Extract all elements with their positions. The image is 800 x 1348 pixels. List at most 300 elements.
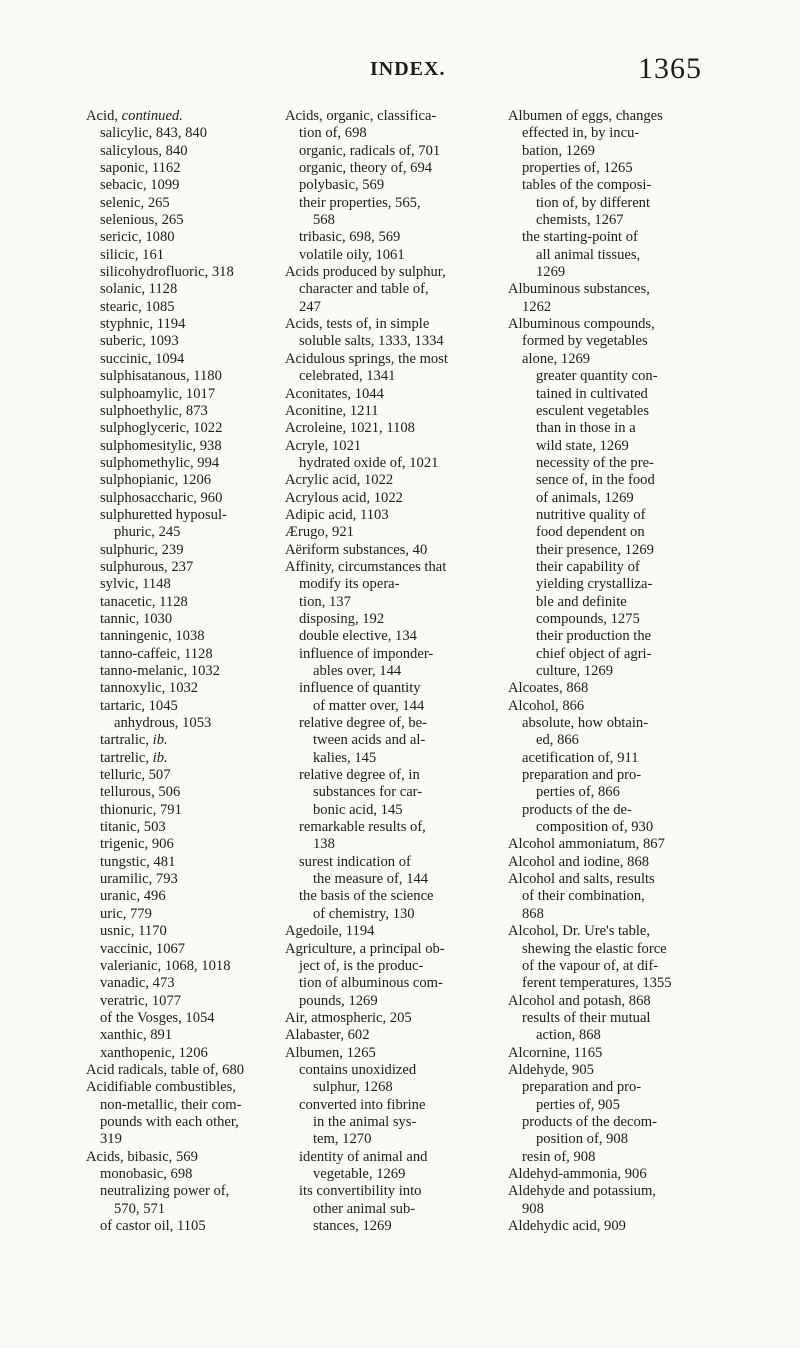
index-entry <box>86 351 286 368</box>
index-entry-text: Aldehyde, 905 <box>508 1061 594 1078</box>
index-entry <box>508 698 720 715</box>
index-entry <box>285 559 490 576</box>
index-entry-text: 908 <box>522 1200 544 1217</box>
index-entry-text: Acidifiable combustibles, <box>86 1079 236 1096</box>
index-entry <box>86 264 286 281</box>
index-entry <box>508 888 720 905</box>
index-entry <box>86 993 286 1010</box>
index-entry-text: tables of the composi- <box>522 177 652 194</box>
index-entry <box>285 247 490 264</box>
index-entry <box>508 663 720 680</box>
index-entry <box>86 212 286 229</box>
index-entry <box>508 576 720 593</box>
index-entry <box>86 923 286 940</box>
index-entry <box>86 368 286 385</box>
index-entry-text: stearic, 1085 <box>100 298 175 315</box>
index-entry <box>86 906 286 923</box>
index-entry <box>86 1114 286 1131</box>
index-entry <box>86 333 286 350</box>
index-entry <box>86 680 286 697</box>
index-entry-text: bonic acid, 145 <box>313 801 403 818</box>
index-entry-text: 1269 <box>536 264 566 281</box>
index-entry-text: volatile oily, 1061 <box>299 246 405 263</box>
index-entry <box>86 628 286 645</box>
index-entry-text: Acid, <box>86 108 122 124</box>
index-entry <box>86 160 286 177</box>
index-entry-text: relative degree of, be- <box>299 715 428 732</box>
index-entry-text: contains unoxidized <box>299 1061 417 1078</box>
index-entry-text: 319 <box>100 1131 122 1148</box>
index-entry <box>285 750 490 767</box>
index-entry-text: stances, 1269 <box>313 1218 392 1234</box>
index-entry <box>508 1218 720 1235</box>
index-entry <box>508 1097 720 1114</box>
index-entry-text: compounds, 1275 <box>536 610 640 627</box>
index-entry <box>285 1166 490 1183</box>
index-entry <box>285 125 490 142</box>
index-entry <box>86 1045 286 1062</box>
index-entry <box>508 403 720 420</box>
index-entry <box>285 507 490 524</box>
index-entry-text: shewing the elastic force <box>522 940 667 957</box>
index-entry <box>285 316 490 333</box>
index-entry-text: products of the de- <box>522 801 632 818</box>
index-entry-text: character and table of, <box>299 281 429 298</box>
index-entry <box>86 576 286 593</box>
index-entry-text: neutralizing power of, <box>100 1183 230 1200</box>
index-entry-text: absolute, how obtain- <box>522 715 649 732</box>
index-entry <box>508 750 720 767</box>
index-entry <box>86 802 286 819</box>
index-entry <box>285 594 490 611</box>
index-entry <box>86 524 286 541</box>
index-entry-text: bation, 1269 <box>522 142 595 159</box>
index-entry <box>285 455 490 472</box>
index-entry <box>508 993 720 1010</box>
index-entry <box>508 472 720 489</box>
index-entry-text: Acids, bibasic, 569 <box>86 1148 198 1165</box>
index-entry <box>86 316 286 333</box>
index-entry <box>285 1201 490 1218</box>
index-entry <box>285 1131 490 1148</box>
index-entry <box>86 438 286 455</box>
index-entry-text: 247 <box>299 298 321 315</box>
index-entry-text: their production the <box>536 628 652 645</box>
index-entry <box>285 663 490 680</box>
index-entry <box>508 264 720 281</box>
index-entry <box>285 472 490 489</box>
index-entry <box>285 819 490 836</box>
index-entry-text: alone, 1269 <box>522 350 591 367</box>
index-entry <box>285 871 490 888</box>
index-entry-text: culture, 1269 <box>536 663 614 679</box>
index-entry <box>86 1166 286 1183</box>
index-entry-text: formed by vegetables <box>522 333 648 350</box>
index-entry-text: Alcohol, 866 <box>508 697 585 714</box>
index-entry-text: tained in cultivated <box>536 385 648 402</box>
index-entry-text: properties of, 1265 <box>522 160 633 177</box>
index-entry <box>508 836 720 853</box>
index-entry-text: Acrylic acid, 1022 <box>285 472 394 489</box>
index-entry-text: Aconitine, 1211 <box>285 402 379 419</box>
index-entry <box>285 923 490 940</box>
index-entry-text: Alcornine, 1165 <box>508 1044 603 1061</box>
index-entry <box>86 663 286 680</box>
index-entry <box>86 1010 286 1027</box>
index-entry <box>285 438 490 455</box>
index-entry-text: sericic, 1080 <box>100 229 175 246</box>
index-entry-text: sulphisatanous, 1180 <box>100 368 222 385</box>
index-entry-text: Aldehydic acid, 909 <box>508 1218 626 1234</box>
index-entry <box>285 732 490 749</box>
index-entry-text: tannic, 1030 <box>100 610 173 627</box>
index-entry <box>508 195 720 212</box>
index-entry-text: their presence, 1269 <box>536 541 654 558</box>
index-entry <box>285 177 490 194</box>
index-entry-text: the basis of the science <box>299 888 434 905</box>
index-entry-text: tanningenic, 1038 <box>100 628 205 645</box>
index-entry <box>86 455 286 472</box>
index-entry <box>86 819 286 836</box>
index-entry <box>285 958 490 975</box>
index-entry <box>508 160 720 177</box>
index-entry <box>285 108 490 125</box>
index-entry-text: effected in, by incu- <box>522 125 640 142</box>
index-entry-text: sulphurous, 237 <box>100 558 194 575</box>
index-entry <box>508 941 720 958</box>
index-entry <box>508 455 720 472</box>
index-entry-text: remarkable results of, <box>299 819 426 836</box>
index-entry-text: Alcoates, 868 <box>508 680 589 697</box>
index-entry <box>86 472 286 489</box>
index-entry-text: Albumen of eggs, changes <box>508 108 663 124</box>
index-entry-text: vanadic, 473 <box>100 975 175 992</box>
index-entry <box>508 1149 720 1166</box>
index-entry-text: Alcohol, Dr. Ure's table, <box>508 923 651 940</box>
index-entry <box>86 1183 286 1200</box>
index-entry <box>86 1149 286 1166</box>
index-entry <box>508 975 720 992</box>
index-column-1 <box>86 108 286 1235</box>
index-entry-text: Alcohol and salts, results <box>508 871 655 888</box>
index-entry <box>285 767 490 784</box>
index-entry <box>285 888 490 905</box>
index-entry <box>285 160 490 177</box>
index-entry-text: Acids produced by sulphur, <box>285 264 446 281</box>
index-entry-text: suberic, 1093 <box>100 333 179 350</box>
index-entry <box>508 854 720 871</box>
index-entry <box>508 680 720 697</box>
index-entry <box>285 680 490 697</box>
index-entry <box>285 281 490 298</box>
index-entry-text: of matter over, 144 <box>313 697 425 714</box>
index-entry <box>86 420 286 437</box>
index-entry <box>86 1097 286 1114</box>
index-entry <box>508 386 720 403</box>
index-entry-text: Ærugo, 921 <box>285 524 354 541</box>
index-entry-text: tellurous, 506 <box>100 784 181 801</box>
index-entry <box>508 212 720 229</box>
index-entry <box>285 1097 490 1114</box>
index-entry <box>508 524 720 541</box>
index-entry <box>285 195 490 212</box>
index-entry <box>86 732 286 749</box>
index-entry <box>508 420 720 437</box>
index-entry <box>285 576 490 593</box>
index-entry <box>86 507 286 524</box>
index-entry-text: celebrated, 1341 <box>299 368 396 385</box>
index-entry <box>86 108 286 125</box>
index-entry-text: sulphoethylic, 873 <box>100 402 208 419</box>
index-entry <box>86 836 286 853</box>
index-entry-text: polybasic, 569 <box>299 177 385 194</box>
index-entry <box>86 767 286 784</box>
index-entry-text: Albumen, 1265 <box>285 1044 376 1061</box>
index-entry-text: all animal tissues, <box>536 246 641 263</box>
index-entry <box>508 923 720 940</box>
index-entry-text: influence of quantity <box>299 680 421 697</box>
index-entry-text: 570, 571 <box>114 1200 166 1217</box>
index-entry-text: kalies, 145 <box>313 749 377 766</box>
index-entry-text: sulphomethylic, 994 <box>100 454 220 471</box>
index-entry <box>285 906 490 923</box>
index-entry-text: position of, 908 <box>536 1131 629 1148</box>
index-entry <box>508 1027 720 1044</box>
index-entry <box>508 507 720 524</box>
index-entry-text: esculent vegetables <box>536 402 650 419</box>
index-entry-text: ble and definite <box>536 593 627 610</box>
index-entry-text: Acidulous springs, the most <box>285 350 448 367</box>
index-entry-text: 868 <box>522 905 544 922</box>
index-entry-text: action, 868 <box>536 1027 601 1044</box>
index-entry <box>285 1183 490 1200</box>
index-entry <box>508 871 720 888</box>
index-entry-text: Air, atmospheric, 205 <box>285 1009 412 1026</box>
index-entry-italic: continued. <box>121 108 183 124</box>
index-entry <box>285 386 490 403</box>
index-entry <box>86 888 286 905</box>
index-entry-text: wild state, 1269 <box>536 437 629 454</box>
index-entry <box>86 975 286 992</box>
index-entry-text: 1262 <box>522 298 552 315</box>
index-entry-text: silicohydrofluoric, 318 <box>100 264 234 281</box>
index-entry-text: Alcohol and iodine, 868 <box>508 853 650 870</box>
index-entry-text: Agriculture, a principal ob- <box>285 940 445 957</box>
index-entry <box>508 611 720 628</box>
index-entry-text: hydrated oxide of, 1021 <box>299 454 439 471</box>
index-entry-text: anhydrous, 1053 <box>114 715 212 732</box>
index-entry-text: preparation and pro- <box>522 1079 642 1096</box>
index-entry-text: xanthic, 891 <box>100 1027 173 1044</box>
index-entry <box>86 143 286 160</box>
index-entry-text: the starting-point of <box>522 229 638 246</box>
index-entry-text: Adipic acid, 1103 <box>285 506 389 523</box>
index-entry <box>508 646 720 663</box>
index-entry <box>285 941 490 958</box>
index-entry-text: other animal sub- <box>313 1200 416 1217</box>
index-entry <box>285 420 490 437</box>
index-entry <box>86 1131 286 1148</box>
index-entry <box>86 490 286 507</box>
index-entry-text: vegetable, 1269 <box>313 1165 406 1182</box>
index-entry <box>508 1166 720 1183</box>
index-entry-text: Acrylous acid, 1022 <box>285 489 403 506</box>
index-entry-text: sulphur, 1268 <box>313 1079 393 1096</box>
index-entry <box>285 836 490 853</box>
index-entry-text: ed, 866 <box>536 732 579 749</box>
index-entry <box>508 281 720 298</box>
index-entry-text: double elective, 134 <box>299 628 417 645</box>
index-entry-text: saponic, 1162 <box>100 160 181 177</box>
index-entry <box>86 594 286 611</box>
index-column-2 <box>285 108 490 1235</box>
index-entry-text: tartrelic, <box>100 749 153 766</box>
index-entry-text: phuric, 245 <box>114 524 181 541</box>
index-entry-text: Acid radicals, table of, 680 <box>86 1061 245 1078</box>
index-entry <box>285 993 490 1010</box>
index-entry-text: perties of, 905 <box>536 1096 620 1113</box>
index-entry-text: ables over, 144 <box>313 663 402 679</box>
index-entry-text: Albuminous compounds, <box>508 316 655 333</box>
index-entry-text: Albuminous substances, <box>508 281 650 298</box>
index-entry <box>86 715 286 732</box>
index-entry-text: tion of albuminous com- <box>299 975 443 992</box>
index-entry-text: than in those in a <box>536 420 636 437</box>
index-entry-text: necessity of the pre- <box>536 454 654 471</box>
index-entry <box>86 1218 286 1235</box>
index-entry <box>508 906 720 923</box>
index-entry-text: in the animal sys- <box>313 1113 417 1130</box>
index-entry-text: vaccinic, 1067 <box>100 940 186 957</box>
index-entry <box>86 125 286 142</box>
index-entry <box>285 854 490 871</box>
index-entry <box>285 403 490 420</box>
index-entry <box>508 177 720 194</box>
index-entry-text: solanic, 1128 <box>100 281 178 298</box>
index-entry <box>285 1062 490 1079</box>
index-entry-text: composition of, 930 <box>536 819 654 836</box>
index-entry <box>86 611 286 628</box>
index-entry-text: their capability of <box>536 558 640 575</box>
index-entry <box>508 125 720 142</box>
index-entry-text: its convertibility into <box>299 1183 422 1200</box>
index-entry <box>285 646 490 663</box>
index-entry-text: disposing, 192 <box>299 610 385 627</box>
index-entry-text: food dependent on <box>536 524 645 541</box>
index-entry-text: sulphoglyceric, 1022 <box>100 420 223 437</box>
index-entry-text: pounds with each other, <box>100 1113 239 1130</box>
index-entry-text: the measure of, 144 <box>313 871 429 888</box>
index-entry <box>285 1218 490 1235</box>
index-entry-text: silicic, 161 <box>100 246 165 263</box>
index-entry-text: sulphuretted hyposul- <box>100 506 227 523</box>
index-entry-italic: ib. <box>152 749 168 766</box>
index-entry <box>508 1131 720 1148</box>
index-entry <box>86 750 286 767</box>
index-entry-text: greater quantity con- <box>536 368 658 385</box>
index-entry-text: sylvic, 1148 <box>100 576 171 593</box>
index-entry <box>508 351 720 368</box>
index-entry-text: perties of, 866 <box>536 784 620 801</box>
index-entry-text: relative degree of, in <box>299 767 420 784</box>
index-entry <box>508 628 720 645</box>
index-entry-text: of chemistry, 130 <box>313 905 415 922</box>
index-entry <box>508 490 720 507</box>
index-entry-text: Acids, organic, classifica- <box>285 108 437 124</box>
index-entry <box>508 247 720 264</box>
index-entry <box>285 351 490 368</box>
index-entry-text: Alcohol and potash, 868 <box>508 992 651 1009</box>
index-entry-text: influence of imponder- <box>299 645 434 662</box>
index-entry <box>508 316 720 333</box>
index-entry-text: tannoxylic, 1032 <box>100 680 199 697</box>
index-entry-text: tartralic, <box>100 732 153 749</box>
index-entry <box>86 871 286 888</box>
index-entry <box>86 646 286 663</box>
index-entry-text: soluble salts, 1333, 1334 <box>299 333 444 350</box>
index-entry-text: Affinity, circumstances that <box>285 558 447 575</box>
index-entry-text: veratric, 1077 <box>100 992 182 1009</box>
index-entry <box>508 958 720 975</box>
index-entry <box>508 1062 720 1079</box>
index-entry <box>285 1114 490 1131</box>
index-entry-text: sulphosaccharic, 960 <box>100 489 223 506</box>
index-entry-text: tanno-melanic, 1032 <box>100 663 220 679</box>
index-entry <box>86 247 286 264</box>
index-entry <box>285 490 490 507</box>
index-entry-text: uramilic, 793 <box>100 871 178 888</box>
index-entry-text: Aconitates, 1044 <box>285 385 384 402</box>
index-entry <box>285 212 490 229</box>
index-entry <box>86 698 286 715</box>
index-entry-text: tanno-caffeic, 1128 <box>100 645 213 662</box>
index-entry <box>508 732 720 749</box>
index-entry-text: of their combination, <box>522 888 645 905</box>
index-entry-text: sebacic, 1099 <box>100 177 180 194</box>
index-entry-text: their properties, 565, <box>299 194 421 211</box>
index-entry <box>285 299 490 316</box>
index-entry-text: acetification of, 911 <box>522 749 639 766</box>
index-entry-text: styphnic, 1194 <box>100 316 186 333</box>
index-entry-text: of castor oil, 1105 <box>100 1218 206 1234</box>
index-entry-text: yielding crystalliza- <box>536 576 653 593</box>
index-entry <box>508 108 720 125</box>
index-entry <box>86 281 286 298</box>
index-entry-text: Acids, tests of, in simple <box>285 316 430 333</box>
index-entry-text: Acryle, 1021 <box>285 437 362 454</box>
index-entry-text: results of their mutual <box>522 1009 651 1026</box>
index-entry <box>508 1201 720 1218</box>
index-entry-text: Alcohol ammoniatum, 867 <box>508 836 665 853</box>
index-entry-text: tion of, 698 <box>299 125 367 142</box>
index-entry-text: titanic, 503 <box>100 819 166 836</box>
index-entry-text: of the Vosges, 1054 <box>100 1009 215 1026</box>
index-entry-text: selenic, 265 <box>100 194 170 211</box>
index-entry-text: tartaric, 1045 <box>100 697 178 714</box>
index-entry-text: tem, 1270 <box>313 1131 372 1148</box>
index-entry <box>86 784 286 801</box>
index-entry <box>508 368 720 385</box>
index-entry-text: uranic, 496 <box>100 888 166 905</box>
index-entry-text: tion of, by different <box>536 194 651 211</box>
index-entry <box>86 403 286 420</box>
index-entry <box>86 559 286 576</box>
index-entry <box>508 715 720 732</box>
index-entry-text: tion, 137 <box>299 593 351 610</box>
index-entry <box>508 333 720 350</box>
index-entry <box>508 1114 720 1131</box>
index-entry-text: monobasic, 698 <box>100 1165 193 1182</box>
